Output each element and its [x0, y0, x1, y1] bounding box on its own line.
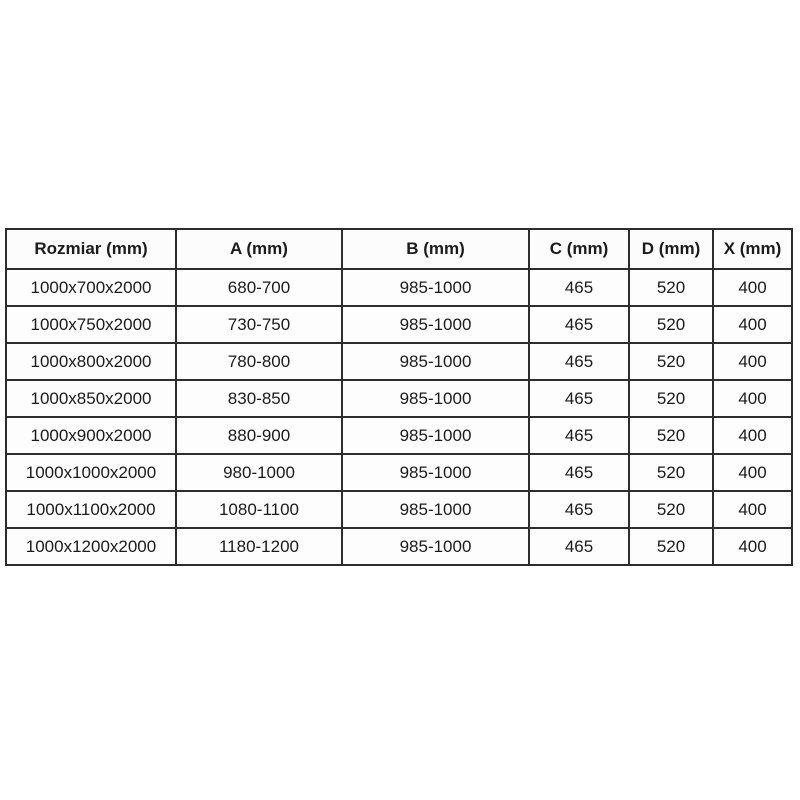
cell-rozmiar: 1000x1000x2000 [6, 454, 176, 491]
cell-a: 1080-1100 [176, 491, 342, 528]
cell-rozmiar: 1000x850x2000 [6, 380, 176, 417]
header-row [6, 229, 792, 269]
cell-x: 400 [713, 417, 792, 454]
cell-d: 520 [629, 306, 713, 343]
cell-b: 985-1000 [342, 380, 529, 417]
column-header-x: X (mm) [713, 229, 792, 269]
cell-d: 520 [629, 454, 713, 491]
cell-b: 985-1000 [342, 528, 529, 565]
cell-a: 730-750 [176, 306, 342, 343]
table-row [6, 417, 792, 454]
cell-b: 985-1000 [342, 343, 529, 380]
table-row [6, 306, 792, 343]
cell-c: 465 [529, 491, 629, 528]
cell-c: 465 [529, 454, 629, 491]
column-header-d: D (mm) [629, 229, 713, 269]
cell-a: 680-700 [176, 269, 342, 306]
cell-rozmiar: 1000x1200x2000 [6, 528, 176, 565]
cell-x: 400 [713, 343, 792, 380]
table-row [6, 528, 792, 565]
table-row [6, 343, 792, 380]
cell-b: 985-1000 [342, 306, 529, 343]
cell-a: 780-800 [176, 343, 342, 380]
cell-a: 880-900 [176, 417, 342, 454]
table-row [6, 269, 792, 306]
column-header-a: A (mm) [176, 229, 342, 269]
cell-rozmiar: 1000x1100x2000 [6, 491, 176, 528]
cell-c: 465 [529, 528, 629, 565]
table-row [6, 454, 792, 491]
cell-c: 465 [529, 343, 629, 380]
cell-d: 520 [629, 491, 713, 528]
cell-x: 400 [713, 380, 792, 417]
cell-d: 520 [629, 380, 713, 417]
dimensions-table [5, 228, 793, 566]
cell-c: 465 [529, 269, 629, 306]
cell-rozmiar: 1000x700x2000 [6, 269, 176, 306]
cell-x: 400 [713, 528, 792, 565]
cell-a: 980-1000 [176, 454, 342, 491]
cell-b: 985-1000 [342, 269, 529, 306]
column-header-c: C (mm) [529, 229, 629, 269]
column-header-b: B (mm) [342, 229, 529, 269]
cell-a: 1180-1200 [176, 528, 342, 565]
column-header-rozmiar: Rozmiar (mm) [6, 229, 176, 269]
cell-c: 465 [529, 380, 629, 417]
table-row [6, 380, 792, 417]
cell-d: 520 [629, 269, 713, 306]
cell-d: 520 [629, 343, 713, 380]
cell-d: 520 [629, 528, 713, 565]
table-header [6, 229, 792, 269]
cell-b: 985-1000 [342, 417, 529, 454]
cell-d: 520 [629, 417, 713, 454]
cell-x: 400 [713, 269, 792, 306]
cell-x: 400 [713, 454, 792, 491]
cell-x: 400 [713, 491, 792, 528]
cell-rozmiar: 1000x800x2000 [6, 343, 176, 380]
cell-a: 830-850 [176, 380, 342, 417]
cell-b: 985-1000 [342, 491, 529, 528]
cell-x: 400 [713, 306, 792, 343]
cell-c: 465 [529, 306, 629, 343]
cell-rozmiar: 1000x900x2000 [6, 417, 176, 454]
cell-b: 985-1000 [342, 454, 529, 491]
table-body [6, 269, 792, 565]
cell-c: 465 [529, 417, 629, 454]
cell-rozmiar: 1000x750x2000 [6, 306, 176, 343]
table-row [6, 491, 792, 528]
